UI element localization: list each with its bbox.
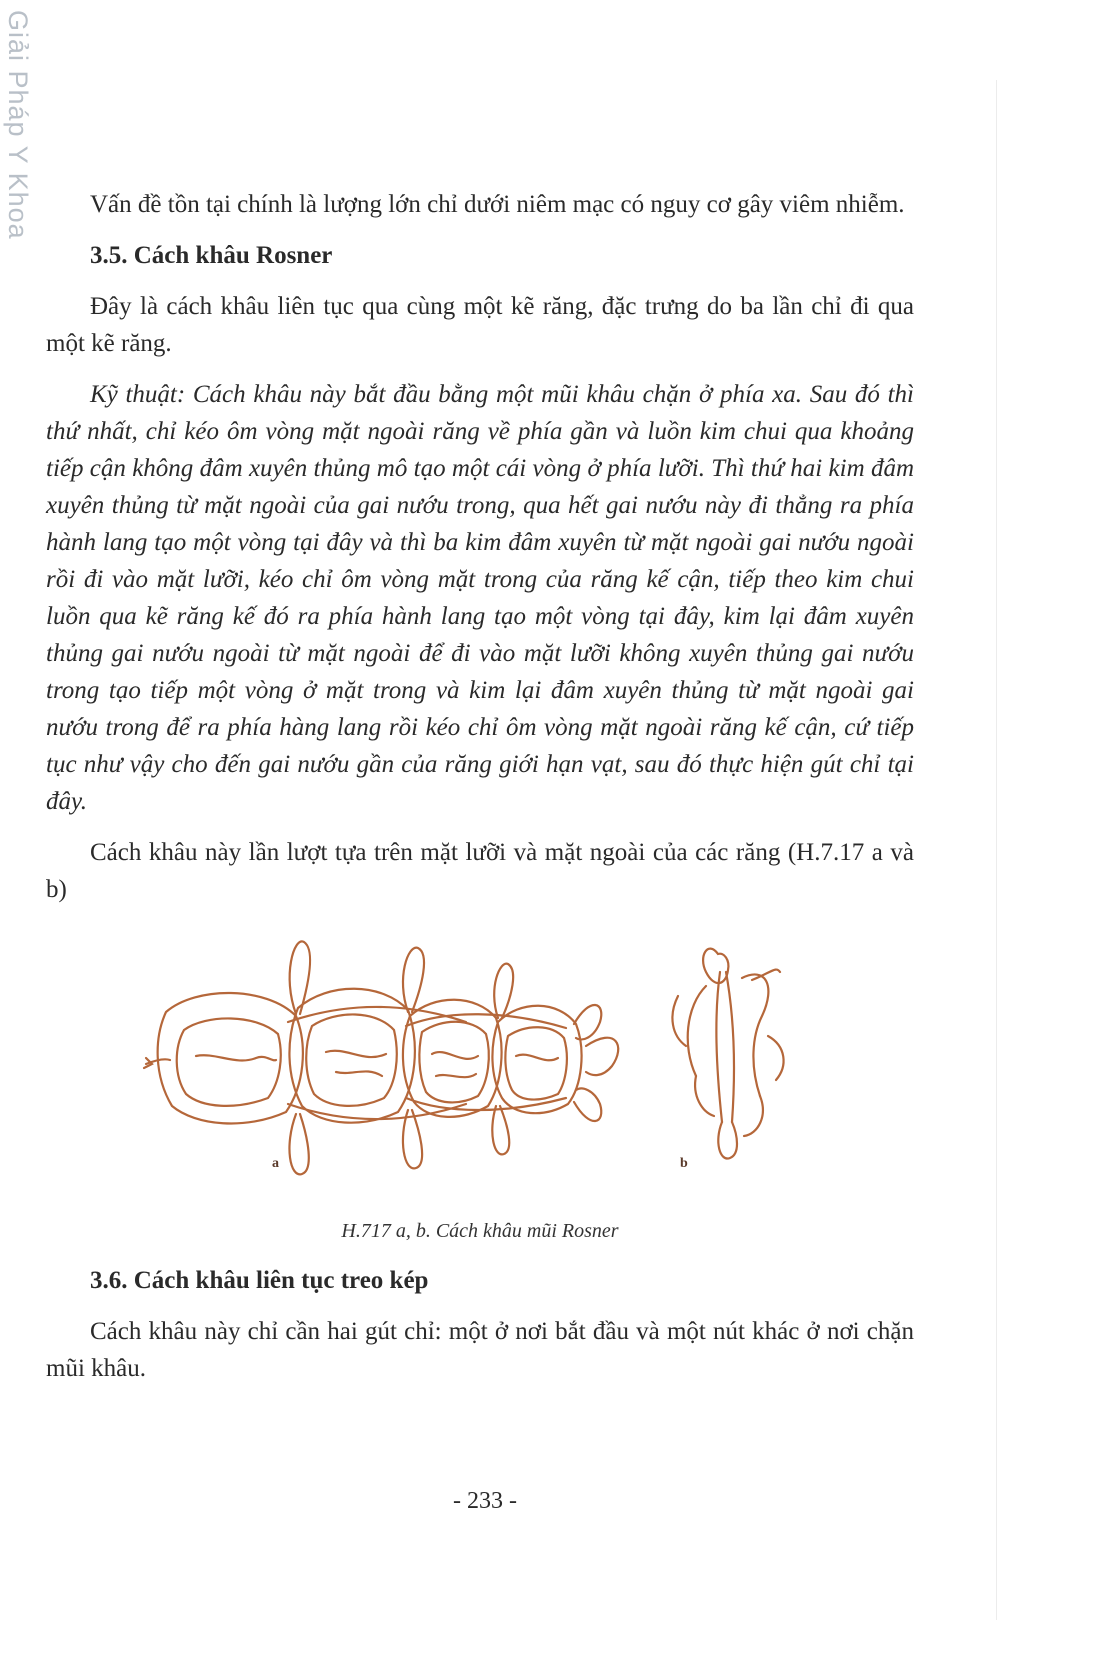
figure-illustration [46, 926, 914, 1186]
heading-3-5: 3.5. Cách khâu Rosner [90, 242, 333, 269]
figure-label-a: a [272, 1156, 279, 1171]
paragraph-double-suture: Cách khâu này chỉ cần hai gút chỉ: một ở nơi bắt đầu và một nút khác ở nơi chặn mũi khâu. [46, 1318, 914, 1382]
heading-3-6: 3.6. Cách khâu liên tục treo kép [90, 1267, 429, 1294]
figure-label-b: b [680, 1156, 688, 1171]
paragraph-summary: Cách khâu này lần lượt tựa trên mặt lưỡi và mặt ngoài của các răng (H.7.17 a và b) [46, 839, 914, 903]
paragraph-definition: Đây là cách khâu liên tục qua cùng một kẽ răng, đặc trưng do ba lần chỉ đi qua một kẽ răng. [46, 293, 914, 357]
page-content [46, 186, 914, 1387]
watermark: Giải Pháp Y Khoa [3, 10, 33, 240]
page-edge-shadow [996, 80, 997, 1620]
figure-caption: H.717 a, b. Cách khâu mũi Rosner [341, 1220, 619, 1242]
figure-rosner-suture [46, 926, 914, 1216]
paragraph-technique: Kỹ thuật: Cách khâu này bắt đầu bằng một mũi khâu chặn ở phía xa. Sau đó thì thứ nhất, chỉ kéo ôm vòng mặt ngoài răng về phía gần và luồn kim chui qua khoảng tiếp cận không đâm xuyên thủng mô tạo một cái vòng ở phía lưỡi. Thì thứ hai kim đâm xuyên thủng từ mặt ngoài của gai nướu trong, qua hết gai nướu này đi thẳng ra phía hành lang tạo một vòng tại đây và thì ba kim đâm xuyên từ mặt ngoài gai nướu ngoài rồi đi vào mặt lưỡi, kéo chỉ ôm vòng mặt trong của răng kế cận, tiếp theo kim chui luồn qua kẽ răng kế đó ra phía hành lang tạo một vòng tại đây, kim lại đâm xuyên thủng gai nướu ngoài từ mặt ngoài để đi vào mặt lưỡi không xuyên thủng gai nướu trong tạo tiếp một vòng ở mặt trong và kim lại đâm xuyên thủng từ mặt ngoài gai nướu trong để ra phía hàng lang rồi kéo chỉ ôm vòng mặt ngoài răng kế cận, cứ tiếp tục như vậy cho đến gai nướu gần của răng giới hạn vạt, sau đó thực hiện gút chỉ tại đây. [46, 381, 914, 815]
page-number: - 233 - [453, 1488, 517, 1514]
side-view-b [672, 949, 783, 1159]
teeth-row-a [144, 941, 618, 1174]
paragraph-intro: Vấn đề tồn tại chính là lượng lớn chỉ dưới niêm mạc có nguy cơ gây viêm nhiễm. [90, 191, 905, 218]
